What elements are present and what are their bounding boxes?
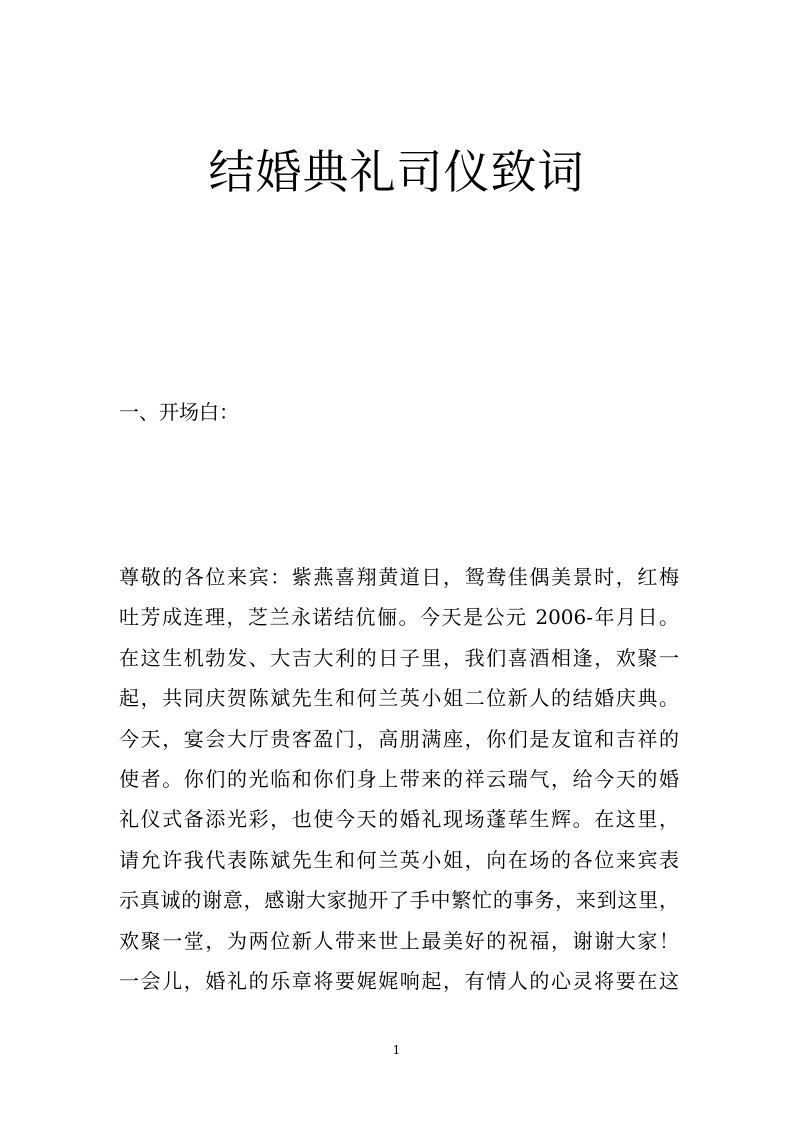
- body-line: 起，共同庆贺陈斌先生和何兰英小姐二位新人的结婚庆典。: [119, 686, 679, 711]
- body-line: 请允许我代表陈斌先生和何兰英小姐，向在场的各位来宾表: [119, 847, 679, 872]
- body-line: 欢聚一堂，为两位新人带来世上最美好的祝福，谢谢大家！: [119, 928, 679, 953]
- speech-body: [119, 557, 679, 1001]
- body-line: 吐芳成连理，芝兰永诺结伉俪。今天是公元 2006-年月日。: [119, 605, 679, 630]
- section-heading-opening: 一、开场白：: [119, 400, 239, 424]
- document-title: 结婚典礼司仪致词: [208, 145, 585, 199]
- page-number: 1: [392, 1043, 401, 1057]
- body-line: 今天，宴会大厅贵客盈门，高朋满座，你们是友谊和吉祥的: [119, 726, 679, 751]
- body-line: 一会儿，婚礼的乐章将要娓娓响起，有情人的心灵将要在这: [119, 968, 679, 993]
- body-line: 使者。你们的光临和你们身上带来的祥云瑞气，给今天的婚: [119, 766, 679, 791]
- body-line: 尊敬的各位来宾：紫燕喜翔黄道日，鸳鸯佳偶美景时，红梅: [119, 565, 679, 589]
- body-line: 礼仪式备添光彩，也使今天的婚礼现场蓬荜生辉。在这里，: [119, 807, 679, 832]
- body-line: 示真诚的谢意，感谢大家抛开了手中繁忙的事务，来到这里，: [119, 888, 679, 913]
- body-line: 在这生机勃发、大吉大利的日子里，我们喜酒相逢，欢聚一: [119, 645, 679, 670]
